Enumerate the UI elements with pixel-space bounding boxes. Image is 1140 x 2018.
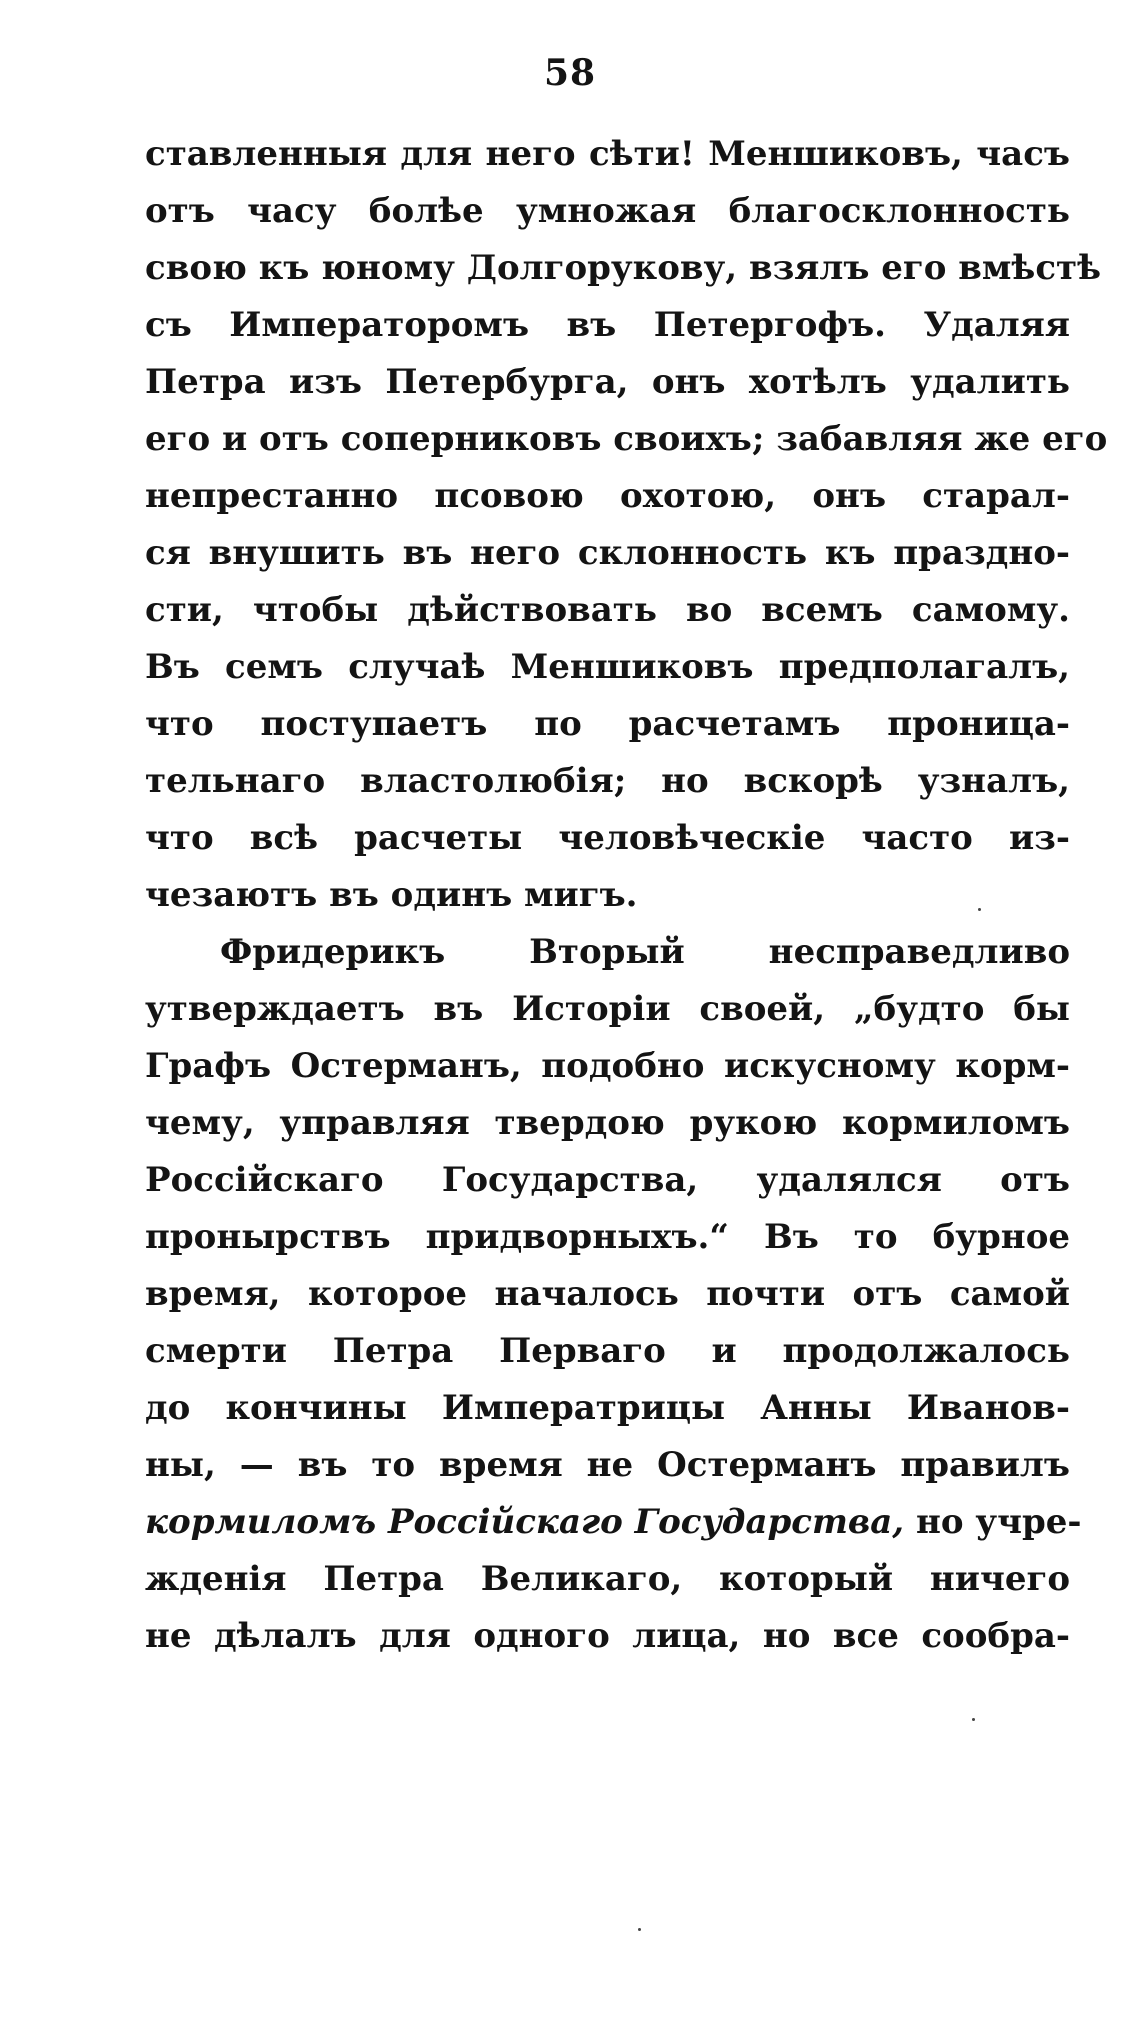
body-text [145, 126, 1108, 1665]
text-line: съ Императоромъ въ Петергофъ. Удаляя [145, 305, 1070, 345]
paragraph-end-line: чезаютъ въ одинъ мигъ. [145, 875, 638, 915]
text-line: Россійскаго Государства, удалялся отъ [145, 1160, 1070, 1200]
text-line: Петра изъ Петербурга, онъ хотѣлъ удалить [145, 362, 1070, 402]
page-number: 58 [543, 52, 597, 94]
text-line: ся внушить въ него склонность къ праздно- [145, 533, 1070, 573]
text-line: Графъ Остерманъ, подобно искусному корм- [145, 1046, 1070, 1086]
text-line: ны, — въ то время не Остерманъ правилъ [145, 1445, 1070, 1485]
text-line: ставленныя для него сѣти! Меншиковъ, часъ [145, 134, 1070, 174]
text-line: его и отъ соперниковъ своихъ; забавляя же его [145, 419, 1108, 459]
text-line: что поступаетъ по расчетамъ проница- [145, 704, 1070, 744]
print-speck [972, 1718, 975, 1721]
text-line: что всѣ расчеты человѣческіе часто из- [145, 818, 1070, 858]
text-line: чему, управляя твердою рукою кормиломъ [145, 1103, 1070, 1143]
text-line: жденія Петра Великаго, который ничего [145, 1559, 1070, 1599]
text-line: не дѣлалъ для одного лица, но все сообра- [145, 1616, 1070, 1656]
italic-phrase: кормиломъ Россійскаго Государства, [145, 1502, 905, 1542]
text-line: утверждаетъ въ Исторіи своей, „будто бы [145, 989, 1070, 1029]
print-speck [638, 1928, 641, 1931]
text-fragment: но учре- [915, 1502, 1082, 1542]
text-line: смерти Петра Перваго и продолжалось [145, 1331, 1070, 1371]
paragraph-start-line: Фридерикъ Вторый несправедливо [220, 932, 1070, 972]
text-line: сти, чтобы дѣйствовать во всемъ самому. [145, 590, 1070, 630]
print-speck [978, 908, 981, 911]
text-line: время, которое началось почти отъ самой [145, 1274, 1070, 1314]
text-line: тельнаго властолюбія; но вскорѣ узналъ, [145, 761, 1070, 801]
text-line: Въ семъ случаѣ Меншиковъ предполагалъ, [145, 647, 1070, 687]
text-line: отъ часу болѣе умножая благосклонность [145, 191, 1070, 231]
text-line: непрестанно псовою охотою, онъ старал- [145, 476, 1070, 516]
text-line: пронырствъ придворныхъ.“ Въ то бурное [145, 1217, 1070, 1257]
text-line: свою къ юному Долгорукову, взялъ его вмѣстѣ [145, 248, 1102, 288]
text-line-mixed [145, 1494, 1082, 1551]
text-line: до кончины Императрицы Анны Иванов- [145, 1388, 1070, 1428]
